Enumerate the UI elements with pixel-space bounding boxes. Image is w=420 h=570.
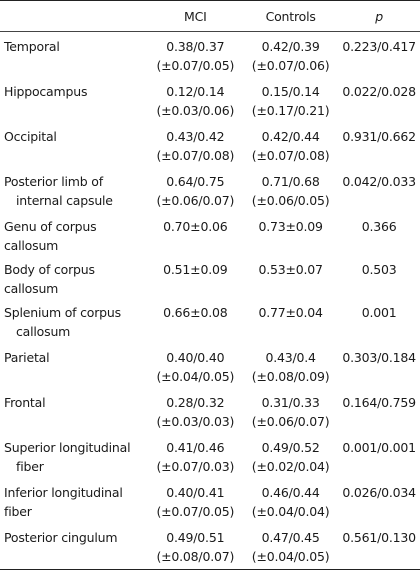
region-label: Posterior cingulum xyxy=(4,530,118,545)
p-value-cell xyxy=(338,478,420,523)
mean-value: 0.70±0.06 xyxy=(163,219,228,234)
p-value: 0.931/0.662 xyxy=(342,129,416,144)
region-cell xyxy=(0,212,148,255)
p-value-cell xyxy=(338,388,420,433)
region-label: Parietal xyxy=(4,350,50,365)
mci-value-cell xyxy=(148,32,243,78)
p-value: 0.164/0.759 xyxy=(342,395,416,410)
sd-value: (±0.07/0.03) xyxy=(156,459,235,474)
sd-value: (±0.07/0.08) xyxy=(251,148,330,163)
sd-value: (±0.08/0.07) xyxy=(156,549,235,564)
mean-value: 0.40/0.41 xyxy=(166,485,225,500)
sd-value: (±0.04/0.05) xyxy=(251,549,330,564)
p-value-cell xyxy=(338,343,420,388)
p-value: 0.042/0.033 xyxy=(342,174,416,189)
p-value-cell xyxy=(338,523,420,570)
controls-value-cell xyxy=(243,478,338,523)
mean-value: 0.42/0.44 xyxy=(261,129,320,144)
sd-value: (±0.04/0.04) xyxy=(251,504,330,519)
mean-value: 0.49/0.51 xyxy=(166,530,225,545)
header-p-value: p xyxy=(375,8,384,24)
region-label: Temporal xyxy=(4,39,60,54)
header-controls: Controls xyxy=(265,8,316,24)
region-cell xyxy=(0,77,148,122)
region-label: Posterior limb of xyxy=(4,174,103,189)
table-header xyxy=(0,1,420,32)
mci-value-cell xyxy=(148,343,243,388)
controls-value-cell xyxy=(243,77,338,122)
sd-value: (±0.03/0.06) xyxy=(156,103,235,118)
region-label: Splenium of corpus xyxy=(4,305,121,320)
mci-value-cell xyxy=(148,122,243,167)
mci-value-cell xyxy=(148,212,243,255)
mean-value: 0.43/0.42 xyxy=(166,129,225,144)
table-row xyxy=(0,523,420,570)
p-value-cell xyxy=(338,32,420,78)
region-label: Body of corpus callosum xyxy=(4,262,95,296)
table-row xyxy=(0,388,420,433)
sd-value: (±0.02/0.04) xyxy=(251,459,330,474)
mci-value-cell xyxy=(148,478,243,523)
region-cell xyxy=(0,122,148,167)
region-label: Occipital xyxy=(4,129,57,144)
p-value: 0.026/0.034 xyxy=(342,485,416,500)
region-cell xyxy=(0,298,148,343)
header-region xyxy=(0,1,148,32)
p-value: 0.366 xyxy=(361,219,397,234)
mean-value: 0.49/0.52 xyxy=(261,440,320,455)
region-label: Hippocampus xyxy=(4,84,88,99)
mean-value: 0.66±0.08 xyxy=(163,305,228,320)
header-row xyxy=(0,1,420,32)
mci-value-cell xyxy=(148,433,243,478)
region-cell xyxy=(0,167,148,212)
mean-value: 0.15/0.14 xyxy=(261,84,320,99)
region-label-continued: fiber xyxy=(16,459,44,474)
controls-value-cell xyxy=(243,433,338,478)
mci-value-cell xyxy=(148,298,243,343)
mean-value: 0.73±0.09 xyxy=(258,219,323,234)
mean-value: 0.40/0.40 xyxy=(166,350,225,365)
mean-value: 0.38/0.37 xyxy=(166,39,225,54)
table-row xyxy=(0,212,420,255)
controls-value-cell xyxy=(243,343,338,388)
region-cell xyxy=(0,32,148,78)
mean-value: 0.31/0.33 xyxy=(261,395,320,410)
mci-value-cell xyxy=(148,255,243,298)
region-label: Genu of corpus callosum xyxy=(4,219,97,253)
p-value-cell xyxy=(338,433,420,478)
p-value-cell xyxy=(338,298,420,343)
sd-value: (±0.06/0.07) xyxy=(251,414,330,429)
mean-value: 0.53±0.07 xyxy=(258,262,323,277)
mean-value: 0.51±0.09 xyxy=(163,262,228,277)
mean-value: 0.43/0.4 xyxy=(265,350,316,365)
region-cell xyxy=(0,255,148,298)
controls-value-cell xyxy=(243,212,338,255)
header-mci: MCI xyxy=(184,8,207,24)
controls-value-cell xyxy=(243,122,338,167)
mean-value: 0.64/0.75 xyxy=(166,174,225,189)
mean-value: 0.77±0.04 xyxy=(258,305,323,320)
table-row xyxy=(0,343,420,388)
mean-value: 0.47/0.45 xyxy=(261,530,320,545)
sd-value: (±0.06/0.07) xyxy=(156,193,235,208)
table-row xyxy=(0,478,420,523)
region-cell xyxy=(0,478,148,523)
sd-value: (±0.17/0.21) xyxy=(251,103,330,118)
table-row xyxy=(0,167,420,212)
p-value-cell xyxy=(338,167,420,212)
sd-value: (±0.08/0.09) xyxy=(251,369,330,384)
mci-value-cell xyxy=(148,77,243,122)
table-row xyxy=(0,122,420,167)
p-value: 0.561/0.130 xyxy=(342,530,416,545)
region-label-continued: callosum xyxy=(16,324,71,339)
mean-value: 0.71/0.68 xyxy=(261,174,320,189)
p-value-cell xyxy=(338,122,420,167)
mci-value-cell xyxy=(148,388,243,433)
sd-value: (±0.07/0.06) xyxy=(251,58,330,73)
mci-value-cell xyxy=(148,167,243,212)
region-label: Inferior longitudinal fiber xyxy=(4,485,123,519)
region-cell xyxy=(0,388,148,433)
mean-value: 0.41/0.46 xyxy=(166,440,225,455)
region-label-continued: internal capsule xyxy=(16,193,113,208)
controls-value-cell xyxy=(243,388,338,433)
mci-value-cell xyxy=(148,523,243,570)
p-value: 0.223/0.417 xyxy=(342,39,416,54)
mean-value: 0.42/0.39 xyxy=(261,39,320,54)
mean-value: 0.28/0.32 xyxy=(166,395,225,410)
p-value: 0.001 xyxy=(361,305,397,320)
mean-value: 0.12/0.14 xyxy=(166,84,225,99)
sd-value: (±0.07/0.05) xyxy=(156,58,235,73)
p-value-cell xyxy=(338,255,420,298)
region-label: Superior longitudinal xyxy=(4,440,131,455)
table-body xyxy=(0,32,420,570)
region-cell xyxy=(0,343,148,388)
table-row xyxy=(0,433,420,478)
controls-value-cell xyxy=(243,298,338,343)
p-value: 0.001/0.001 xyxy=(342,440,416,455)
sd-value: (±0.07/0.05) xyxy=(156,504,235,519)
region-cell xyxy=(0,523,148,570)
mean-value: 0.46/0.44 xyxy=(261,485,320,500)
sd-value: (±0.06/0.05) xyxy=(251,193,330,208)
sd-value: (±0.04/0.05) xyxy=(156,369,235,384)
p-value: 0.022/0.028 xyxy=(342,84,416,99)
table-row xyxy=(0,298,420,343)
table-row xyxy=(0,32,420,78)
sd-value: (±0.07/0.08) xyxy=(156,148,235,163)
p-value-cell xyxy=(338,77,420,122)
controls-value-cell xyxy=(243,167,338,212)
p-value-cell xyxy=(338,212,420,255)
region-cell xyxy=(0,433,148,478)
p-value: 0.503 xyxy=(361,262,397,277)
controls-value-cell xyxy=(243,523,338,570)
controls-value-cell xyxy=(243,32,338,78)
region-label: Frontal xyxy=(4,395,46,410)
sd-value: (±0.03/0.03) xyxy=(156,414,235,429)
controls-value-cell xyxy=(243,255,338,298)
table-row xyxy=(0,255,420,298)
table-row xyxy=(0,77,420,122)
p-value: 0.303/0.184 xyxy=(342,350,416,365)
